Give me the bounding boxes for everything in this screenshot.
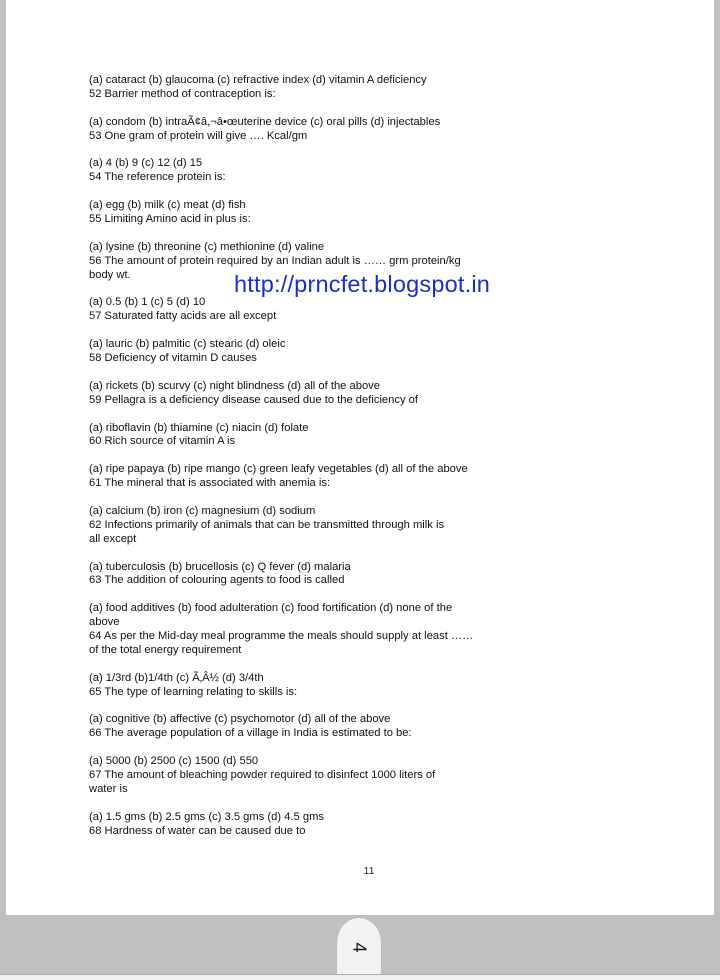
blank-line xyxy=(89,102,509,116)
answer-options: (a) 1.5 gms (b) 2.5 gms (c) 3.5 gms (d) 4.5 gms xyxy=(89,810,325,823)
answer-options: (a) rickets (b) scurvy (c) night blindness (d) all of the above xyxy=(89,379,380,392)
blank-line xyxy=(89,658,509,672)
answer-options: (a) calcium (b) iron (c) magnesium (d) sodium xyxy=(89,504,316,517)
question-text: 60 Rich source of vitamin A is xyxy=(89,435,236,448)
answer-options: (a) 4 (b) 9 (c) 12 (d) 15 xyxy=(89,157,203,170)
text-line: of the total energy requirement xyxy=(89,643,242,656)
question-text: 67 The amount of bleaching powder required to disinfect 1000 liters of xyxy=(89,769,436,782)
answer-options: (a) egg (b) milk (c) meat (d) fish xyxy=(89,199,246,212)
question-text: 56 The amount of protein required by an Indian adult is …… grm protein/kg xyxy=(89,254,461,267)
question-text: 54 The reference protein is: xyxy=(89,171,226,184)
answer-options: (a) lauric (b) palmitic (c) stearic (d) oleic xyxy=(89,338,286,351)
page-number: 11 xyxy=(363,865,375,877)
answer-options: (a) condom (b) intraÃ¢â,¬â•œuterine device (c) oral pills (d) injectables xyxy=(89,115,441,128)
question-text: 65 The type of learning relating to skills is: xyxy=(89,685,298,698)
blank-line xyxy=(89,185,509,199)
question-text: 55 Limiting Amino acid in plus is: xyxy=(89,213,251,226)
text-line: all except xyxy=(89,532,137,545)
blank-line xyxy=(89,797,509,811)
answer-options: (a) tuberculosis (b) brucellosis (c) Q fever (d) malaria xyxy=(89,560,351,573)
blank-line xyxy=(89,449,509,463)
text-line: body wt. xyxy=(89,268,131,281)
question-text: 62 Infections primarily of animals that can be transmitted through milk is xyxy=(89,518,445,531)
blank-line xyxy=(89,547,509,561)
answer-options: (a) food additives (b) food adulteration (c) food fortification (d) none of the xyxy=(89,602,453,615)
blank-line xyxy=(89,408,509,422)
blank-line xyxy=(89,144,509,158)
question-text: 68 Hardness of water can be caused due to xyxy=(89,824,306,837)
question-text: 52 Barrier method of contraception is: xyxy=(89,87,276,100)
answer-options: (a) 5000 (b) 2500 (c) 1500 (d) 550 xyxy=(89,755,259,768)
question-text: 59 Pellagra is a deficiency disease caused due to the deficiency of xyxy=(89,393,418,406)
answer-options: (a) ripe papaya (b) ripe mango (c) green leafy vegetables (d) all of the above xyxy=(89,463,468,476)
answer-options: (a) riboflavin (b) thiamine (c) niacin (d) folate xyxy=(89,421,309,434)
page-indicator-tab[interactable] xyxy=(337,918,381,975)
answer-options: (a) 1/3rd (b)1/4th (c) Ã‚Â½ (d) 3/4th xyxy=(89,671,264,684)
page-indicator-label: 4 xyxy=(349,942,370,953)
question-text: 61 The mineral that is associated with anemia is: xyxy=(89,477,331,490)
question-text: 58 Deficiency of vitamin D causes xyxy=(89,352,257,365)
watermark-url: http://prncfet.blogspot.in xyxy=(234,271,491,297)
bottom-edge xyxy=(0,974,720,980)
answer-options: (a) cataract (b) glaucoma (c) refractive index (d) vitamin A deficiency xyxy=(89,74,427,86)
blank-line xyxy=(89,227,509,241)
blank-line xyxy=(89,700,509,714)
question-text: 66 The average population of a village in India is estimated to be: xyxy=(89,727,412,740)
answer-options: (a) lysine (b) threonine (c) methionine (d) valine xyxy=(89,240,325,253)
question-text: 64 As per the Mid-day meal programme the meals should supply at least …… xyxy=(89,630,474,643)
blank-line xyxy=(89,741,509,755)
text-line: water is xyxy=(89,782,128,795)
question-text: 63 The addition of colouring agents to food is called xyxy=(89,574,345,587)
blank-line xyxy=(89,324,509,338)
text-line: above xyxy=(89,616,120,629)
page-content xyxy=(89,74,509,839)
question-text: 57 Saturated fatty acids are all except xyxy=(89,310,277,323)
document-page xyxy=(6,0,714,915)
answer-options: (a) cognitive (b) affective (c) psychomotor (d) all of the above xyxy=(89,713,391,726)
blank-line xyxy=(89,366,509,380)
blank-line xyxy=(89,588,509,602)
question-text: 53 One gram of protein will give …. Kcal/gm xyxy=(89,129,308,142)
blank-line xyxy=(89,491,509,505)
answer-options: (a) 0.5 (b) 1 (c) 5 (d) 10 xyxy=(89,296,206,309)
